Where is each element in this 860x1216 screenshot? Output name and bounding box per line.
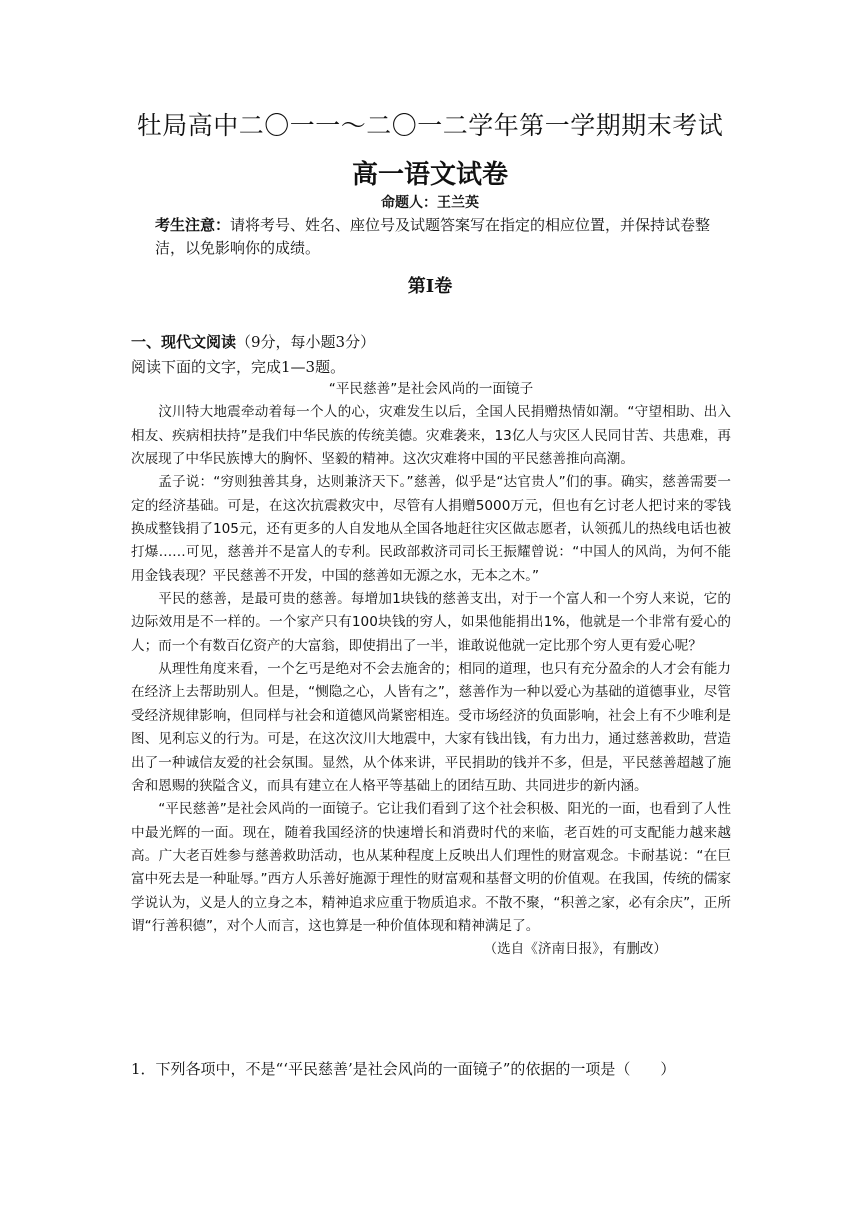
section-heading — [131, 331, 731, 352]
candidate-notice — [155, 214, 733, 260]
article-source: （选自《济南日报》，有删改） — [483, 941, 667, 958]
notice-text-2: 洁，以免影响你的成绩。 — [155, 239, 321, 257]
exam-title: 牡局高中二〇一一～二〇一二学年第一学期期末考试 — [136, 111, 724, 140]
question-1: 1．下列各项中，不是“‘平民慈善’是社会风尚的一面镜子”的依据的一项是（ ） — [131, 1060, 676, 1078]
article-title: “平民慈善”是社会风尚的一面镜子 — [328, 381, 534, 397]
section-score-note: （9分，每小题3分） — [236, 333, 376, 351]
article-paragraph: “平民慈善”是社会风尚的一面镜子。它让我们看到了这个社会积极、阳光的一面，也看到了人性中最光辉的一面。现在，随着我国经济的快速增长和消费时代的来临，老百姓的可支配能力越来越高。广大老百姓参与慈善救助活动，也从某种程度上反映出人们理性的财富观念。卡耐基说：“在巨富中死去是一种耻辱。”西方人乐善好施源于理性的财富观和基督文明的价值观。在我国，传统的儒家学说认为，义是人的立身之本，精神追求应重于物质追求。不散不聚，“积善之家，必有余庆”，正所谓“行善积德”，对个人而言，这也算是一种价值体现和精神满足了。 — [131, 801, 731, 934]
notice-text-1: 请将考号、姓名、座位号及试题答案写在指定的相应位置，并保持试卷整 — [230, 216, 711, 234]
reading-article — [131, 378, 731, 962]
volume-label: 第Ⅰ卷 — [407, 276, 453, 297]
section-instruction: 阅读下面的文字，完成1—3题。 — [131, 358, 346, 376]
article-paragraph: 平民的慈善，是最可贵的慈善。每增加1块钱的慈善支出，对于一个富人和一个穷人来说，它的边际效用是不一样的。一个家产只有100块钱的穷人，如果他能捐出1%，他就是一个非常有爱心的人；而一个有数百亿资产的大富翁，即使捐出了一半，谁敢说他就一定比那个穷人更有爱心呢？ — [131, 591, 731, 654]
article-paragraph: 孟子说：“穷则独善其身，达则兼济天下。”慈善，似乎是“达官贵人”们的事。确实，慈善需要一定的经济基础。可是，在这次抗震救灾中，尽管有人捐赠5000万元，但也有乞讨老人把讨来的零钱换成整钱捐了105元，还有更多的人自发地从全国各地赶往灾区做志愿者，认领孤儿的热线电话也被打爆……可见，慈善并不是富人的专利。民政部救济司司长王振耀曾说：“中国人的风尚，为何不能用金钱表现？平民慈善不开发，中国的慈善如无源之水，无本之木。” — [131, 474, 731, 584]
notice-line-1 — [155, 214, 733, 237]
article-paragraph: 从理性角度来看，一个乞丐是绝对不会去施舍的；相同的道理，也只有充分盈余的人才会有能力在经济上去帮助别人。但是，“恻隐之心，人皆有之”，慈善作为一种以爱心为基础的道德事业，尽管受经济规律影响，但同样与社会和道德风尚紧密相连。受市场经济的负面影响，社会上有不少唯利是图、见利忘义的行为。可是，在这次汶川大地震中，大家有钱出钱，有力出力，通过慈善救助，营造出了一种诚信友爱的社会氛围。显然，从个体来讲，平民捐助的钱并不多，但是，平民慈善超越了施舍和恩赐的狭隘含义，而具有建立在人格平等基础上的团结互助、共同进步的新内涵。 — [131, 661, 731, 794]
author-line: 命题人：王兰英 — [381, 195, 479, 211]
article-paragraph: 汶川特大地震牵动着每一个人的心，灾难发生以后，全国人民捐赠热情如潮。“守望相助、出入相友、疾病相扶持”是我们中华民族的传统美德。灾难袭来，13亿人与灾区人民同甘苦、共患难，再次展现了中华民族博大的胸怀、坚毅的精神。这次灾难将中国的平民慈善推向高潮。 — [131, 404, 731, 468]
notice-label: 考生注意： — [155, 216, 231, 234]
section-title: 一、现代文阅读 — [131, 333, 237, 351]
subject-title: 高一语文试卷 — [351, 160, 508, 190]
